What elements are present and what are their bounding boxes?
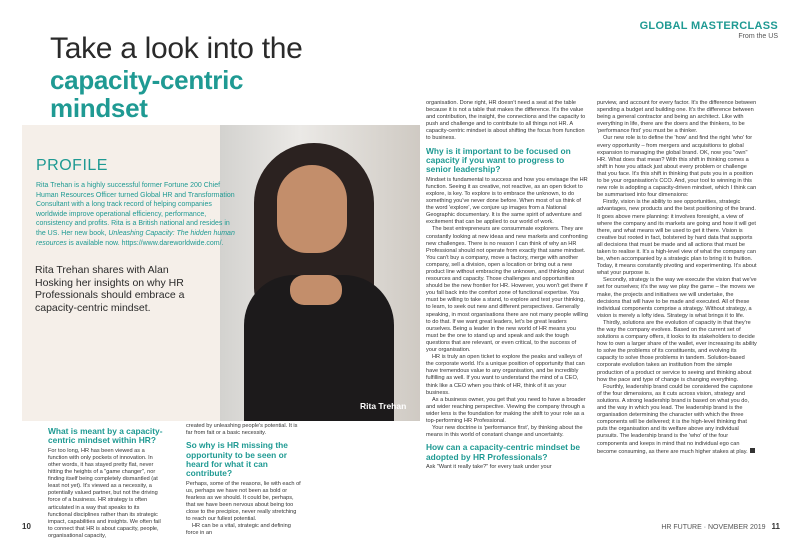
paragraph: Your new doctrine is 'performance first', by thinking about the means in this world of constant change and uncertainty.: [426, 425, 583, 439]
column-b: [186, 423, 301, 538]
profile-body-1: Rita Trehan is a highly successful former Fortune 200 Chief Human Resources Officer turned Global HR and Transformation Consultant with a long track record of helping companies worldwide improve operational efficiency, performance, consistency and profits. Rita is a British national and resides in the US. Her new book,: [36, 182, 235, 237]
page-number-left: 10: [22, 522, 31, 531]
paragraph: Firstly, vision is the ability to see opportunities, strategic advantages, new products and the best positioning of the brand. It goes above mere planning: it involves foresight, a view of where the company and its markets are going and how it will get there, and what means will be used to get it there. Vision is creative but rooted in fact, bolstered by hard data that supports all decisions that must be made and all actions that must be taken to realise it. It's a high-level view of what the company can be, when accompanied by a strategic plan to bring it to fruition. Today, it means constantly pivoting and experimenting. It's about what your purpose is.: [597, 199, 757, 277]
page-number-right: 11: [771, 522, 780, 531]
paragraph: Secondly, strategy is the way we execute the vision that we've set for ourselves; it's the way we play the game – the moves we make, the projects and initiatives we will undertake, the decisions that will have to be made and executed. All of these individual components comprise a strategy. Without strategy, a vision is merely a lofty idea. Strategy is what brings it to life.: [597, 277, 757, 319]
paragraph: The best entrepreneurs are consummate explorers. They are constantly looking at new ideas and new markets and confronting new challenges. There is no reason I can think of why an HR Professional should not operate from exactly that same mindset. You can't buy a company, move a factory, merge with another company, sell a division, open a location or bring out a new product line without embracing the unknown, and thinking about resources and capacity. Those challenges and opportunities should be the new frontier for HR. However, you won't get there if you fall back into the comfort zone of functional expertise. You must be willing to take a stand, to explore and test your thinking, to learn, to seek out new and different perspectives. Generally speaking, in most organisations there are not many people willing to do that. If we want great leaders, let's be great leaders ourselves. Being a leader in the new world of HR means you must be the one to stand up and speak and ask the tough questions that are relevant, or even critical, to the success of your organisation.: [426, 226, 589, 354]
headline-line-3: mindset: [50, 93, 148, 123]
profile-body: [36, 181, 236, 248]
profile-body-2: is available now. https://www.dareworldwide.com/.: [66, 239, 224, 247]
pull-quote: Rita Trehan shares with Alan Hosking her insights on why HR Professionals should embrace a capacity-centric mindset.: [35, 264, 185, 314]
paragraph: HR can be a vital, strategic and defining force in an: [186, 523, 291, 537]
portrait-face: [277, 165, 347, 253]
section-label: [640, 20, 778, 40]
paragraph: For too long, HR has been viewed as a function with only pockets of innovation. In other words, it has stayed pretty flat, never hitting the heights of a "game changer", nor finding itself being completely dismantled (at least not yet). It's viewed as a necessity, a potentially valued partner, but not the driving force of a business. HR strategy is often articulated in a way that speaks to its functional disciplines rather than its strategic impact, capabilities and insights. We often fail to connect that HR is about capacity, people, organisational capacity,: [48, 447, 161, 539]
column-d: [597, 100, 757, 456]
column-c: [426, 100, 588, 471]
subheading: How can a capacity-centric mindset be adopted by HR Professionals?: [426, 442, 581, 462]
paragraph: HR is truly an open ticket to explore the peaks and valleys of the corporate world. It's a unique position of opportunity that can have tremendous value to any organisation, and be incredibly fulfilling as well. If you want to understand the mind of a CEO, think like a CEO when you think of HR, think of it as your business.: [426, 354, 585, 396]
subheading: What is meant by a capacity-centric mindset within HR?: [48, 426, 163, 446]
section-title: GLOBAL MASTERCLASS: [639, 20, 778, 32]
paragraph: Thirdly, solutions are the evolution of capacity in that they're the way the company evolves. Based on the current set of solutions a company offers, it looks to its stakeholders to decide how to own a larger share of the wallet, ever increasing its ability to solve the problems of its constituents, and evolving its capacity to solve those problems in tandem. Solution-based corporate evolution takes an institution from the simple production of a product or service to seeing and thinking about how the pace and type of change is changing everything.: [597, 319, 757, 383]
magazine-issue: HR FUTURE · NOVEMBER 2019: [661, 524, 766, 531]
headline-line-1: Take a look into the: [50, 32, 303, 65]
paragraph: [597, 384, 757, 456]
profile-heading: PROFILE: [36, 157, 108, 174]
profile-text: [36, 157, 236, 248]
footer-right: [661, 522, 780, 531]
paragraph: purview, and account for every factor. It's the difference between spending a budget and building one. It's the difference between being a general contractor and being an architect. Like with everything in life, there are the doers and the thinkers, to be 'performance first' you must be a thinker.: [597, 100, 757, 135]
column-a: [48, 423, 163, 540]
paragraph: Perhaps, some of the reasons, lie with each of us, perhaps we have not been as bold or fearless as we should. It could be, perhaps, that we have been nervous about being too close to the precipice, never really stretching to reach our fullest potential.: [186, 480, 301, 523]
subheading: Why is it important to be focused on capacity if you want to progress to senior leadership?: [426, 145, 571, 175]
paragraph: organisation. Done right, HR doesn't need a seat at the table because it is not a table that makes the difference. It's the value and contribution, the insight, the connections and the capacity to push and challenge and to contribute to all things not HR. A capacity-centric mindset is about shifting the focus from function to business.: [426, 100, 586, 142]
end-mark-icon: [750, 448, 755, 453]
paragraph: Our new role is to define the 'how' and find the right 'who' for every opportunity – from mergers and acquisitions to global expansion to managing the global brand. OK, now you "own" HR. What does that mean? With this shift in thinking comes a shift in how you attack just about every problem or challenge that you face. It's this shift in thinking that puts you in a position to be your organisation's CCO. And, your tool to winning in this new role is adopting a capacity-driven mindset, which I think can be summarised into four dimensions:: [597, 135, 757, 199]
paragraph: As a business owner, you get that you need to have a broader and wider reaching perspective. Viewing the company through a wider lens is the foundation for making the shift to your role as a top-performing HR Professional.: [426, 396, 586, 424]
paragraph: created by unleashing people's potential. It is far from fait or a basic necessity.: [186, 423, 298, 437]
paragraph: Ask "Want it really take?" for every task under your: [426, 464, 552, 471]
section-subtitle: From the US: [738, 33, 778, 40]
headline-line-2: capacity-centric: [50, 65, 244, 95]
book-title: Unleashing Capacity: The hidden human resources: [36, 229, 235, 247]
headline: [50, 32, 410, 122]
portrait-hands: [290, 275, 342, 305]
subheading: So why is HR missing the opportunity to be seen or heard for what it can contribute?: [186, 440, 288, 479]
paragraph-text: Fourthly, leadership brand could be considered the capstone of the four dimensions, as it cuts across vision, strategy and solutions. A strong leadership brand is based on what you do, and the way in which you lead. The leadership brand is the organisation determining the character with which the three components will be delivered; it is the high-level thinking that puts the organisation and its welfare above any individual pursuits. The leadership brand is the 'who' of the four components and keeps in mind that no individual ego can become consuming, as there are much higher stakes at play.: [597, 383, 753, 455]
photo-caption: Rita Trehan: [360, 401, 407, 411]
paragraph: Mindset is fundamental to success and how you envisage the HR function. Seeing it as creative, not reactive, as an open ticket to explore, is key. To explore is to embrace the unknown, to do something you've never done before. When most of us think of the word 'explore', we conjure up images from a National Geographic documentary. It is the same spirit of adventure and excitement that can be applied to our world of work.: [426, 176, 588, 226]
